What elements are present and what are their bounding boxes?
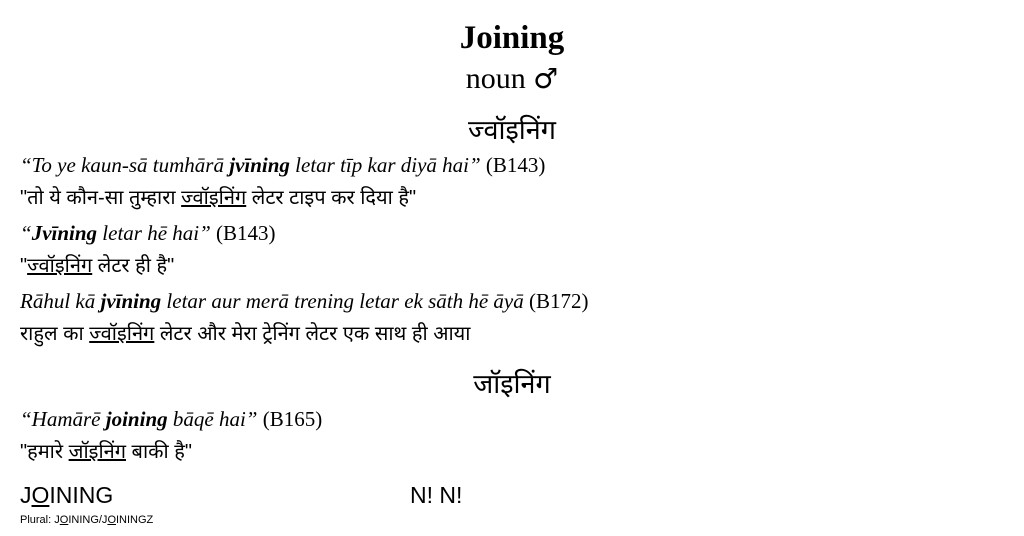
hindi-text: "तो ये कौन-सा तुम्हारा	[20, 187, 182, 209]
hindi-keyword: ज्वॉइनिंग	[89, 323, 155, 345]
translit-keyword: jvīning	[100, 289, 162, 313]
male-gender-icon: ♂	[533, 62, 559, 95]
part-of-speech	[0, 62, 1024, 96]
translit-text: Rāhul kā	[20, 289, 101, 313]
stressed-vowel: O	[59, 514, 69, 526]
example-hindi	[20, 319, 470, 346]
translit-text: bāqē hai”	[167, 407, 258, 431]
hindi-text: राहुल का	[20, 323, 90, 345]
hindi-keyword: ज्वॉइनिंग	[181, 187, 247, 209]
variant-heading-1: ज्वॉइनिंग	[468, 115, 556, 145]
plural-part: INING/J	[68, 514, 108, 526]
word-part: J	[20, 482, 32, 508]
source-ref: (B143)	[210, 221, 276, 245]
pattern-code: N! N!	[410, 482, 463, 508]
example-hindi	[20, 183, 416, 210]
translit-text: “	[20, 221, 32, 245]
translit-text: letar hē hai”	[97, 221, 211, 245]
plural-forms	[20, 514, 153, 526]
plural-part: J	[54, 514, 60, 526]
romanized-word	[20, 482, 113, 509]
example-translit	[20, 407, 322, 432]
hindi-text: "हमारे	[20, 441, 69, 463]
variant-heading-2: जॉइनिंग	[473, 369, 551, 399]
source-ref: (B143)	[480, 153, 546, 177]
hindi-text: "	[20, 255, 28, 277]
example-translit	[20, 153, 545, 178]
example-hindi	[20, 251, 174, 278]
hindi-keyword: ज्वॉइनिंग	[27, 255, 93, 277]
translit-text: letar tīp kar diyā hai”	[289, 153, 481, 177]
example-translit	[20, 289, 589, 314]
stressed-vowel: O	[31, 482, 50, 508]
translit-keyword: joining	[105, 407, 168, 431]
example-translit	[20, 221, 276, 246]
headword: Joining	[459, 20, 565, 56]
translit-text: “Hamārē	[20, 407, 106, 431]
translit-text: letar aur merā trening letar ek sāth hē āyā	[161, 289, 524, 313]
pos-label: noun	[465, 62, 526, 95]
hindi-text: लेटर और मेरा ट्रेनिंग लेटर एक साथ ही आया	[154, 323, 471, 345]
source-ref: (B172)	[523, 289, 589, 313]
plural-label: Plural:	[20, 514, 55, 526]
hindi-text: लेटर ही है"	[92, 255, 175, 277]
hindi-text: बाकी है"	[126, 441, 192, 463]
stressed-vowel: O	[107, 514, 116, 526]
word-part: INING	[49, 482, 114, 508]
translit-keyword: jvīning	[229, 153, 290, 177]
plural-part: ININGZ	[116, 514, 154, 526]
example-hindi	[20, 437, 192, 464]
translit-text: “To ye kaun-sā tumhārā	[20, 153, 230, 177]
source-ref: (B165)	[257, 407, 323, 431]
hindi-keyword: जॉइनिंग	[68, 441, 126, 463]
hindi-text: लेटर टाइप कर दिया है"	[246, 187, 417, 209]
translit-keyword: Jvīning	[31, 221, 98, 245]
